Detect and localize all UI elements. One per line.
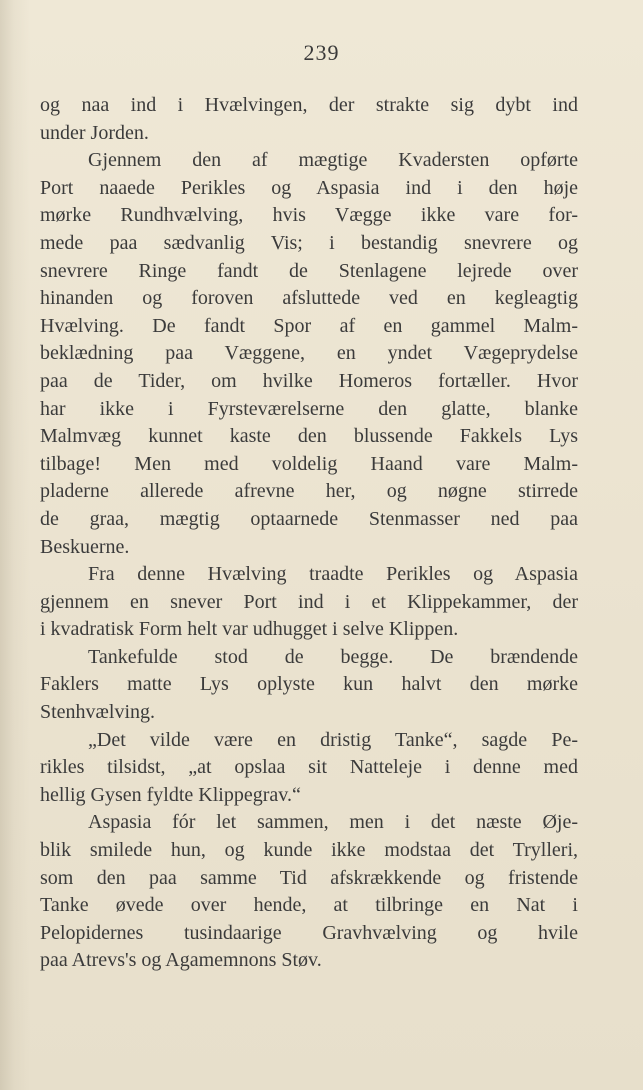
- text-line: Aspasia fór let sammen, men i det næste Øje-: [88, 811, 578, 834]
- page-number: 239: [303, 40, 340, 65]
- text-line: hellig Gysen fyldte Klippegrav.“: [40, 783, 301, 806]
- text-line: beklædning paa Væggene, en yndet Vægeprydelse: [40, 342, 578, 365]
- body-text: [40, 92, 578, 975]
- text-line: Tanke øvede over hende, at tilbringe en Nat i: [40, 894, 578, 917]
- text-line: paa Atrevs's og Agamemnons Støv.: [40, 949, 322, 972]
- text-line: Tankefulde stod de begge. De brændende: [88, 645, 578, 668]
- text-line: i kvadratisk Form helt var udhugget i selve Klippen.: [40, 618, 459, 641]
- text-line: tilbage! Men med voldelig Haand vare Malm-: [40, 452, 578, 475]
- text-line: mørke Rundhvælving, hvis Vægge ikke vare for-: [40, 204, 578, 227]
- text-line: hinanden og foroven afsluttede ved en kegleagtig: [40, 287, 578, 310]
- text-line: Port naaede Perikles og Aspasia ind i den høje: [40, 176, 578, 199]
- text-line: blik smilede hun, og kunde ikke modstaa det Trylleri,: [40, 839, 578, 862]
- text-line: Fra denne Hvælving traadte Perikles og Aspasia: [88, 563, 578, 586]
- text-line: mede paa sædvanlig Vis; i bestandig snevrere og: [40, 231, 578, 254]
- text-line: under Jorden.: [40, 121, 149, 144]
- text-line: paa de Tider, om hvilke Homeros fortæller. Hvor: [40, 369, 578, 392]
- text-line: snevrere Ringe fandt de Stenlagene lejrede over: [40, 259, 578, 282]
- text-line: Gjennem den af mægtige Kvadersten opførte: [88, 149, 578, 172]
- text-line: Malmvæg kunnet kaste den blussende Fakkels Lys: [40, 425, 578, 448]
- text-line: og naa ind i Hvælvingen, der strakte sig dybt ind: [40, 94, 578, 116]
- text-line: pladerne allerede afrevne her, og nøgne stirrede: [40, 480, 578, 503]
- text-line: Beskuerne.: [40, 535, 130, 558]
- text-line: Stenhvælving.: [40, 701, 156, 724]
- text-line: Hvælving. De fandt Spor af en gammel Malm-: [40, 314, 578, 337]
- text-line: gjennem en snever Port ind i et Klippekammer, der: [40, 590, 578, 613]
- text-line: „Det vilde være en dristig Tanke“, sagde Pe-: [88, 728, 578, 751]
- text-line: Faklers matte Lys oplyste kun halvt den mørke: [40, 673, 578, 696]
- text-line: har ikke i Fyrsteværelserne den glatte, blanke: [40, 397, 578, 420]
- text-line: rikles tilsidst, „at opslaa sit Natteleje i denne med: [40, 756, 578, 779]
- text-line: de graa, mægtig optaarnede Stenmasser ned paa: [40, 507, 578, 530]
- text-line: som den paa samme Tid afskrækkende og fristende: [40, 866, 578, 889]
- text-line: Pelopidernes tusindaarige Gravhvælving og hvile: [40, 921, 578, 944]
